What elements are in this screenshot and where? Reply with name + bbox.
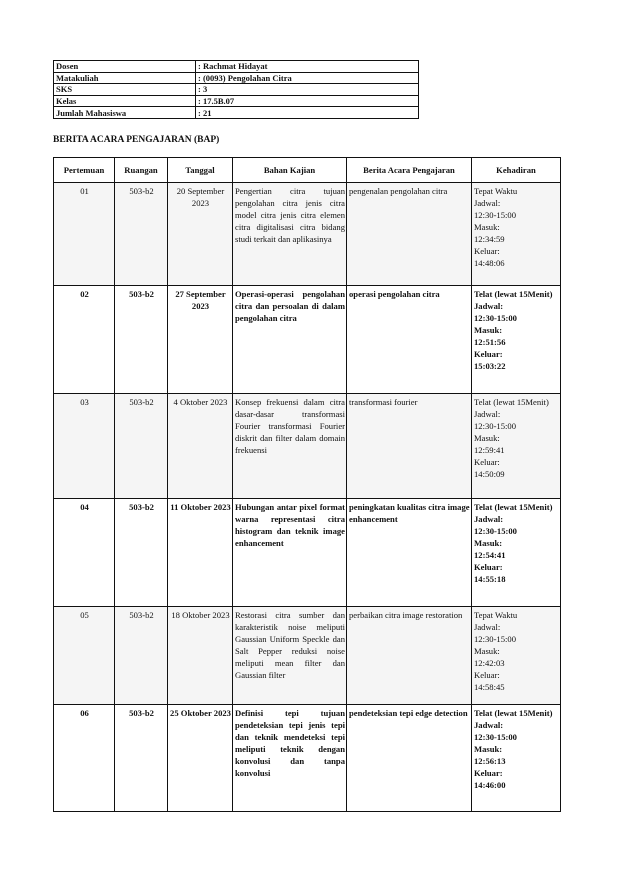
- attendance-line: Keluar:: [474, 349, 503, 359]
- attendance-line: Masuk:: [474, 433, 500, 443]
- attendance-line: Masuk:: [474, 222, 500, 232]
- attendance-line: Masuk:: [474, 744, 503, 754]
- attendance-line: 14:58:45: [474, 682, 505, 692]
- cell-kehadiran: [472, 499, 561, 607]
- table-row: [54, 499, 561, 607]
- info-row-kelas: [54, 95, 419, 107]
- attendance-line: 12:30-15:00: [474, 313, 517, 323]
- table-header-row: [54, 158, 561, 183]
- attendance-line: Keluar:: [474, 457, 500, 467]
- attendance-line: Jadwal:: [474, 622, 501, 632]
- info-key: Jumlah Mahasiswa: [54, 107, 196, 119]
- cell-ruangan: 503-b2: [115, 183, 168, 286]
- table-row: [54, 607, 561, 705]
- attendance-line: 12:34:59: [474, 234, 505, 244]
- col-header-ruangan: Ruangan: [115, 158, 168, 183]
- table-row: [54, 705, 561, 812]
- info-key: SKS: [54, 84, 196, 96]
- cell-pertemuan: 04: [54, 499, 115, 607]
- cell-berita-acara: perbaikan citra image restoration: [347, 607, 472, 705]
- attendance-line: Keluar:: [474, 768, 503, 778]
- attendance-line: 12:30-15:00: [474, 421, 517, 431]
- cell-bahan-kajian: Hubungan antar pixel format warna representasi citra histogram dan teknik image enhancement: [233, 499, 347, 607]
- info-value: : (0093) Pengolahan Citra: [196, 72, 419, 84]
- attendance-line: Jadwal:: [474, 301, 504, 311]
- col-header-bahan-kajian: Bahan Kajian: [233, 158, 347, 183]
- attendance-line: 15:03:22: [474, 361, 506, 371]
- attendance-line: Masuk:: [474, 538, 503, 548]
- info-key: Dosen: [54, 61, 196, 73]
- attendance-line: 12:30-15:00: [474, 634, 517, 644]
- cell-kehadiran: [472, 394, 561, 499]
- table-row: [54, 394, 561, 499]
- attendance-line: 12:30-15:00: [474, 526, 517, 536]
- cell-berita-acara: peningkatan kualitas citra image enhancement: [347, 499, 472, 607]
- attendance-status: Telat (lewat 15Menit): [474, 397, 549, 407]
- cell-berita-acara: pengenalan pengolahan citra: [347, 183, 472, 286]
- cell-ruangan: 503-b2: [115, 286, 168, 394]
- attendance-line: 14:50:09: [474, 469, 505, 479]
- cell-bahan-kajian: Konsep frekuensi dalam citra dasar-dasar transformasi Fourier transformasi Fourier diskrit dan filter dalam domain frekuensi: [233, 394, 347, 499]
- info-row-sks: [54, 84, 419, 96]
- cell-berita-acara: pendeteksian tepi edge detection: [347, 705, 472, 812]
- info-value: : 21: [196, 107, 419, 119]
- cell-berita-acara: operasi pengolahan citra: [347, 286, 472, 394]
- cell-bahan-kajian: Operasi-operasi pengolahan citra dan persoalan di dalam pengolahan citra: [233, 286, 347, 394]
- attendance-line: Masuk:: [474, 325, 503, 335]
- attendance-line: 14:55:18: [474, 574, 506, 584]
- attendance-status: Telat (lewat 15Menit): [474, 502, 553, 512]
- attendance-status: Telat (lewat 15Menit): [474, 289, 553, 299]
- attendance-status: Telat (lewat 15Menit): [474, 708, 553, 718]
- table-row: [54, 286, 561, 394]
- cell-pertemuan: 02: [54, 286, 115, 394]
- info-value: : Rachmat Hidayat: [196, 61, 419, 73]
- page-heading: BERITA ACARA PENGAJARAN (BAP): [53, 135, 220, 145]
- info-row-jumlah: [54, 107, 419, 119]
- col-header-kehadiran: Kehadiran: [472, 158, 561, 183]
- info-key: Kelas: [54, 95, 196, 107]
- attendance-status: Tepat Waktu: [474, 610, 518, 620]
- attendance-line: Keluar:: [474, 670, 500, 680]
- cell-kehadiran: [472, 607, 561, 705]
- bap-table: [53, 157, 561, 812]
- cell-bahan-kajian: Restorasi citra sumber dan karakteristik noise meliputi Gaussian Uniform Speckle dan Salt Pepper reduksi noise meliputi mean filter dan Gaussian filter: [233, 607, 347, 705]
- cell-ruangan: 503-b2: [115, 607, 168, 705]
- col-header-berita-acara: Berita Acara Pengajaran: [347, 158, 472, 183]
- col-header-pertemuan: Pertemuan: [54, 158, 115, 183]
- col-header-tanggal: Tanggal: [168, 158, 233, 183]
- attendance-line: 12:30-15:00: [474, 210, 517, 220]
- table-row: [54, 183, 561, 286]
- cell-kehadiran: [472, 183, 561, 286]
- cell-tanggal: 25 Oktober 2023: [168, 705, 233, 812]
- info-key: Matakuliah: [54, 72, 196, 84]
- attendance-line: 14:48:06: [474, 258, 505, 268]
- attendance-status: Tepat Waktu: [474, 186, 518, 196]
- attendance-line: 12:56:13: [474, 756, 506, 766]
- cell-bahan-kajian: Definisi tepi tujuan pendeteksian tepi jenis tepi dan teknik mendeteksi tepi meliputi teknik dengan konvolusi dan tanpa konvolusi: [233, 705, 347, 812]
- cell-tanggal: 20 September 2023: [168, 183, 233, 286]
- attendance-line: Jadwal:: [474, 720, 504, 730]
- cell-ruangan: 503-b2: [115, 705, 168, 812]
- cell-kehadiran: [472, 286, 561, 394]
- cell-pertemuan: 06: [54, 705, 115, 812]
- attendance-line: 12:59:41: [474, 445, 505, 455]
- cell-ruangan: 503-b2: [115, 499, 168, 607]
- cell-tanggal: 11 Oktober 2023: [168, 499, 233, 607]
- cell-pertemuan: 01: [54, 183, 115, 286]
- info-value: : 17.5B.07: [196, 95, 419, 107]
- cell-tanggal: 18 Oktober 2023: [168, 607, 233, 705]
- attendance-line: 14:46:00: [474, 780, 506, 790]
- attendance-line: Jadwal:: [474, 198, 501, 208]
- cell-pertemuan: 03: [54, 394, 115, 499]
- attendance-line: 12:30-15:00: [474, 732, 517, 742]
- attendance-line: Jadwal:: [474, 514, 504, 524]
- course-info-table: [53, 60, 419, 119]
- cell-bahan-kajian: Pengertian citra tujuan pengolahan citra jenis citra model citra jenis citra elemen citra digitalisasi citra bidang studi terkait dan aplikasinya: [233, 183, 347, 286]
- info-value: : 3: [196, 84, 419, 96]
- attendance-line: Keluar:: [474, 246, 500, 256]
- attendance-line: 12:42:03: [474, 658, 505, 668]
- info-row-dosen: [54, 61, 419, 73]
- info-row-matakuliah: [54, 72, 419, 84]
- attendance-line: Jadwal:: [474, 409, 501, 419]
- cell-tanggal: 27 September 2023: [168, 286, 233, 394]
- attendance-line: 12:51:56: [474, 337, 506, 347]
- cell-pertemuan: 05: [54, 607, 115, 705]
- attendance-line: Masuk:: [474, 646, 500, 656]
- cell-ruangan: 503-b2: [115, 394, 168, 499]
- attendance-line: Keluar:: [474, 562, 503, 572]
- cell-tanggal: 4 Oktober 2023: [168, 394, 233, 499]
- cell-kehadiran: [472, 705, 561, 812]
- cell-berita-acara: transformasi fourier: [347, 394, 472, 499]
- attendance-line: 12:54:41: [474, 550, 506, 560]
